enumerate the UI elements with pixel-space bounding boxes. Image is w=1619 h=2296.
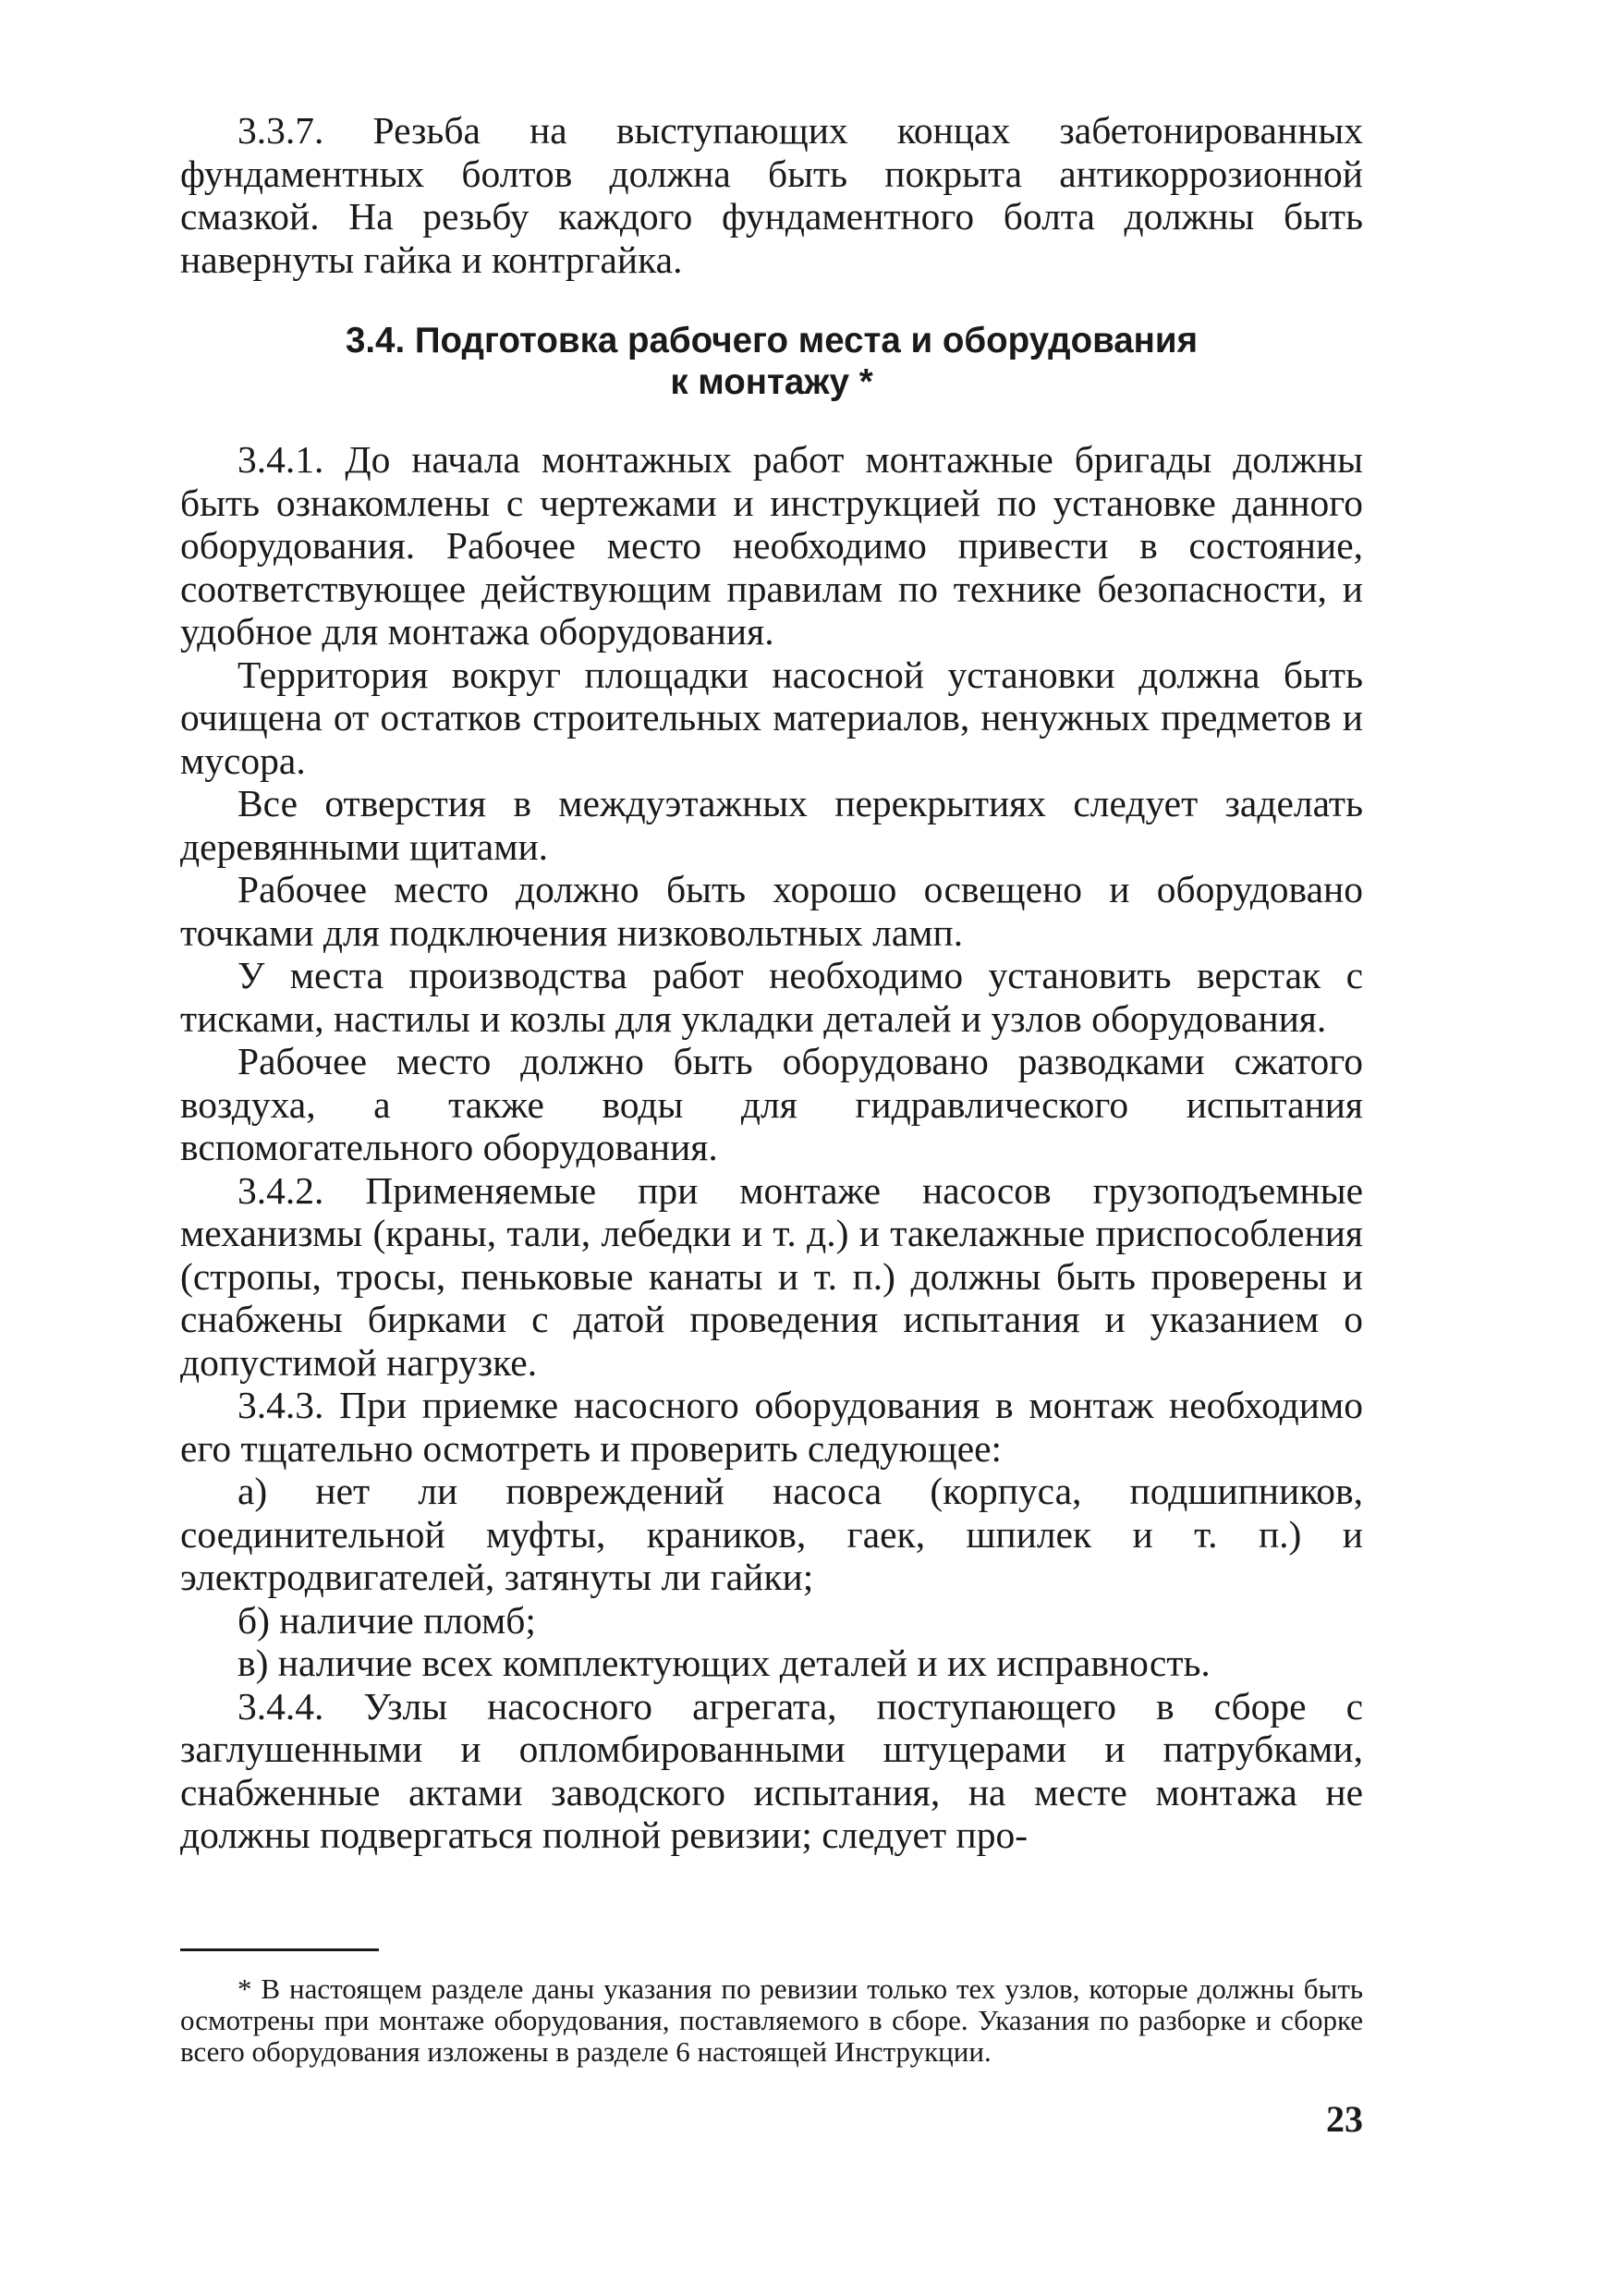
text-column (180, 109, 1363, 1857)
list-item-b: б) наличие пломб; (237, 1598, 536, 1642)
paragraph-territory: Территория вокруг площадки насосной установки должна быть очищена от остатков строительных материалов, ненужных предметов и мусора. (180, 653, 1363, 782)
paragraph-openings: Все отверстия в междуэтажных перекрытиях следует заделать деревянными щитами. (180, 782, 1363, 868)
section-heading (180, 320, 1363, 403)
paragraph-lighting: Рабочее место должно быть хорошо освещено и оборудовано точками для подключения низковольтных ламп. (180, 868, 1363, 954)
paragraph-3-4-1: 3.4.1. До начала монтажных работ монтажные бригады должны быть ознакомлены с чертежами и инструкцией по установке данного оборудования. Рабочее место необходимо привести в состояние, соответствующее действующим правилам по технике безопасности, и удобное для монтажа оборудования. (180, 438, 1363, 653)
paragraph-air-water: Рабочее место должно быть оборудовано разводками сжатого воздуха, а также воды для гидравлического испытания вспомогательного оборудования. (180, 1040, 1363, 1168)
paragraph-3-4-4: 3.4.4. Узлы насосного агрегата, поступающего в сборе с заглушенными и опломбированными штуцерами и патрубками, снабженные актами заводского испытания, на месте монтажа не должны подвергаться полной ревизии; следует про- (180, 1684, 1363, 1856)
footnote-text: * В настоящем разделе даны указания по ревизии только тех узлов, которые должны быть осмотрены при монтаже оборудования, поставляемого в сборе. Указания по разборке и сборке всего оборудования изложены в разделе 6 настоящей Инструкции. (180, 1972, 1363, 2068)
list-item-a: а) нет ли повреждений насоса (корпуса, подшипников, соединительной муфты, краников, гаек, шпилек и т. п.) и электродвигателей, затянуты ли гайки; (180, 1470, 1363, 1598)
paragraph-3-3-7: 3.3.7. Резьба на выступающих концах забетонированных фундаментных болтов должна быть покрыта антикоррозионной смазкой. На резьбу каждого фундаментного болта должны быть навернуты гайка и контргайка. (180, 109, 1363, 281)
list-item-v: в) наличие всех комплектующих деталей и их исправность. (237, 1642, 1211, 1684)
paragraph-3-4-2: 3.4.2. Применяемые при монтаже насосов грузоподъемные механизмы (краны, тали, лебедки и т. д.) и такелажные приспособления (стропы, тросы, пеньковые канаты и т. п.) должны быть проверены и снабжены бирками с датой проведения испытания и указанием о допустимой нагрузке. (180, 1168, 1363, 1384)
page-number: 23 (1326, 2098, 1363, 2140)
section-heading-line-1: 3.4. Подготовка рабочего места и оборудования (345, 321, 1199, 360)
paragraph-workbench: У места производства работ необходимо установить верстак с тисками, настилы и козлы для укладки деталей и узлов оборудования. (180, 954, 1363, 1040)
footnote (180, 1973, 1363, 2068)
paragraph-3-4-3: 3.4.3. При приемке насосного оборудования в монтаж необходимо его тщательно осмотреть и проверить следующее: (180, 1384, 1363, 1470)
section-heading-line-2: к монтажу * (670, 362, 873, 402)
footnote-divider (180, 1948, 379, 1951)
